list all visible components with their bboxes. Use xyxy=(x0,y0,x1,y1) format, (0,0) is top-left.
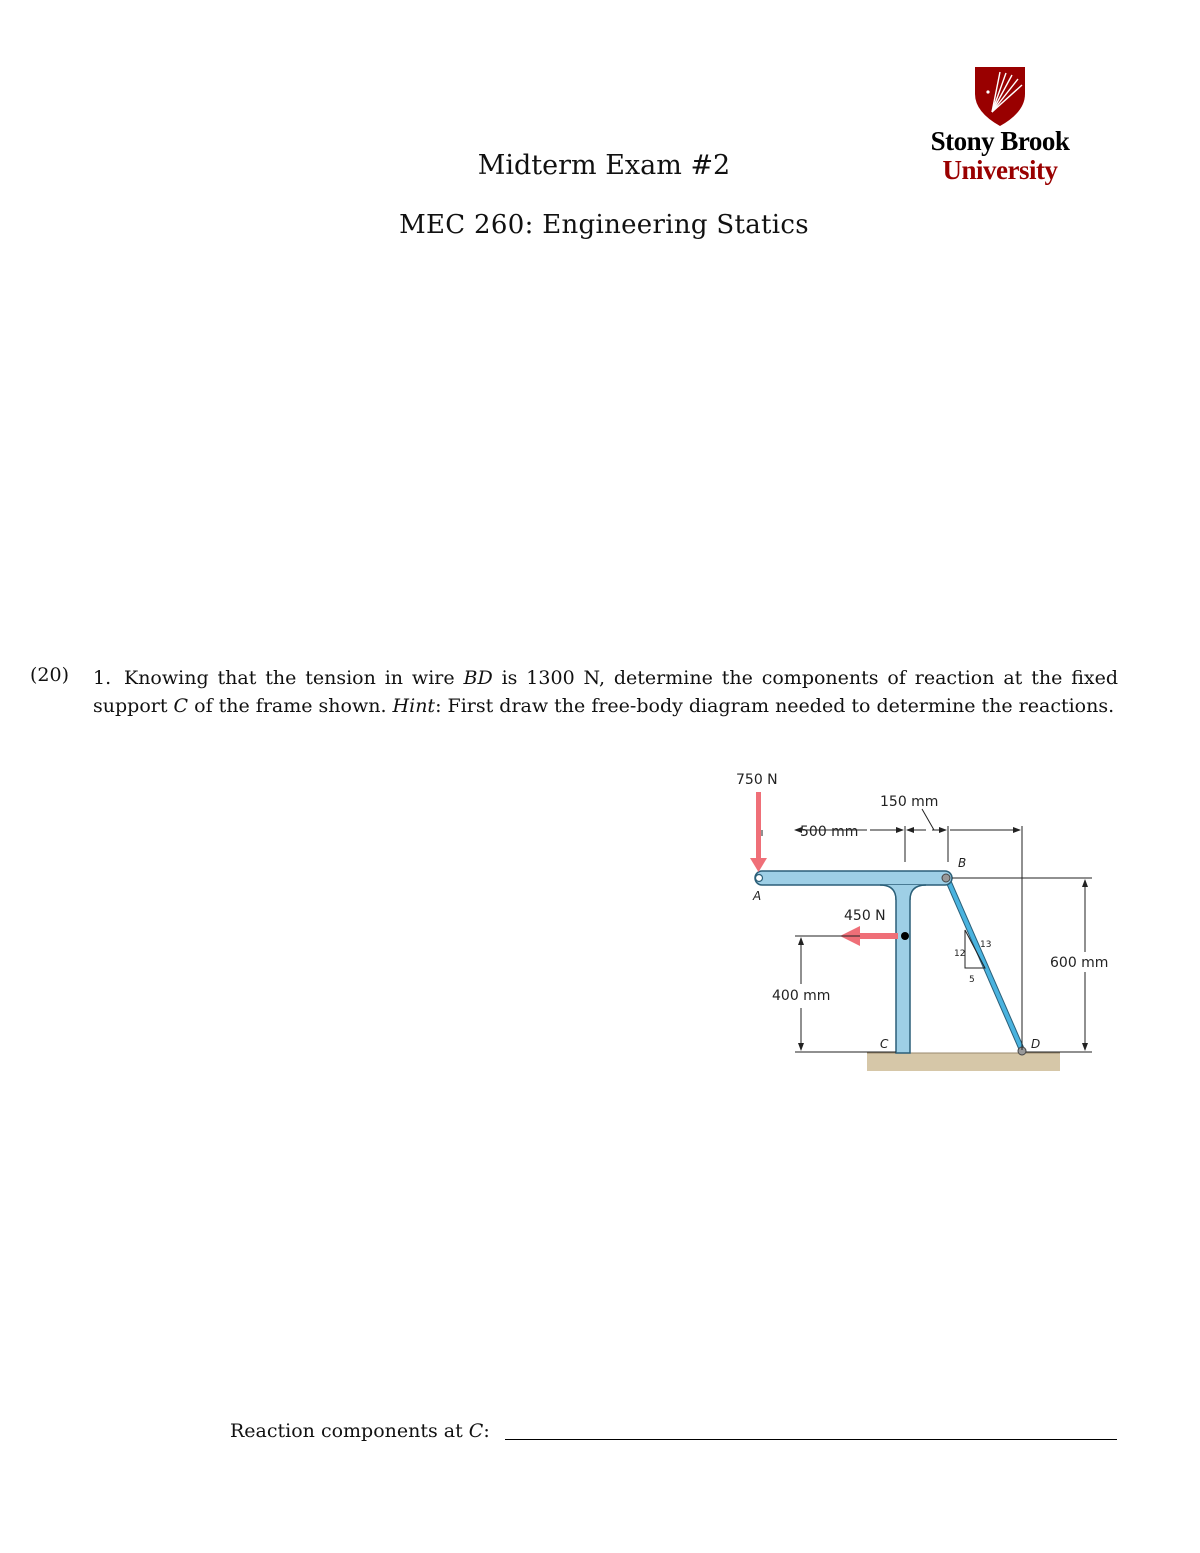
column xyxy=(896,886,910,1053)
course-title: MEC 260: Engineering Statics xyxy=(399,210,809,240)
beam xyxy=(755,871,952,885)
point-c-label: C xyxy=(880,1037,889,1051)
question-text xyxy=(93,664,1118,720)
dim-600-label: 600 mm xyxy=(1050,955,1109,971)
ground xyxy=(867,1053,1060,1071)
dim-400-label: 400 mm xyxy=(772,988,831,1004)
wire-label: BD xyxy=(463,667,493,689)
answer-label-var: C xyxy=(468,1420,484,1442)
point-d-label: D xyxy=(1031,1037,1041,1051)
frame-figure xyxy=(700,760,1130,1090)
force-450-label: 450 N xyxy=(844,908,886,924)
force-750-label: 750 N xyxy=(736,772,778,788)
answer-label-suffix: : xyxy=(483,1420,490,1442)
slope-12-label: 12 xyxy=(954,949,966,959)
shield-icon xyxy=(920,62,1080,132)
dim-500-label: 500 mm xyxy=(800,824,859,840)
answer-label-prefix: Reaction components at xyxy=(230,1420,463,1442)
question-text-part1: Knowing that the tension in wire xyxy=(124,667,455,689)
logo-wordmark-line1: Stony Brook xyxy=(930,126,1070,156)
answer-blank-line[interactable] xyxy=(505,1439,1117,1440)
slope-13-label: 13 xyxy=(980,940,992,950)
question-text-part2: is 1300 N, determine the components of reaction at the fixed support xyxy=(93,667,1118,717)
pin-b xyxy=(942,874,950,882)
point-a-label: A xyxy=(753,889,762,903)
answer-label xyxy=(230,1420,490,1442)
exam-title: Midterm Exam #2 xyxy=(477,150,731,181)
point-b-label: B xyxy=(958,856,967,870)
pin-a xyxy=(756,875,763,882)
hint-label: Hint xyxy=(392,695,436,717)
question-points: (20) xyxy=(30,664,70,686)
question-text-part3: of the frame shown. xyxy=(194,695,387,717)
logo-wordmark-line2: University xyxy=(942,155,1058,185)
load-point xyxy=(901,932,909,940)
question-number: 1. xyxy=(93,667,112,689)
support-label: C xyxy=(173,695,189,717)
dim-150-label: 150 mm xyxy=(880,794,939,810)
slope-5-label: 5 xyxy=(969,975,975,985)
force-750-arrow xyxy=(750,858,767,872)
university-logo xyxy=(920,62,1080,192)
hint-text: : First draw the free-body diagram needed to determine the reactions. xyxy=(435,695,1115,717)
